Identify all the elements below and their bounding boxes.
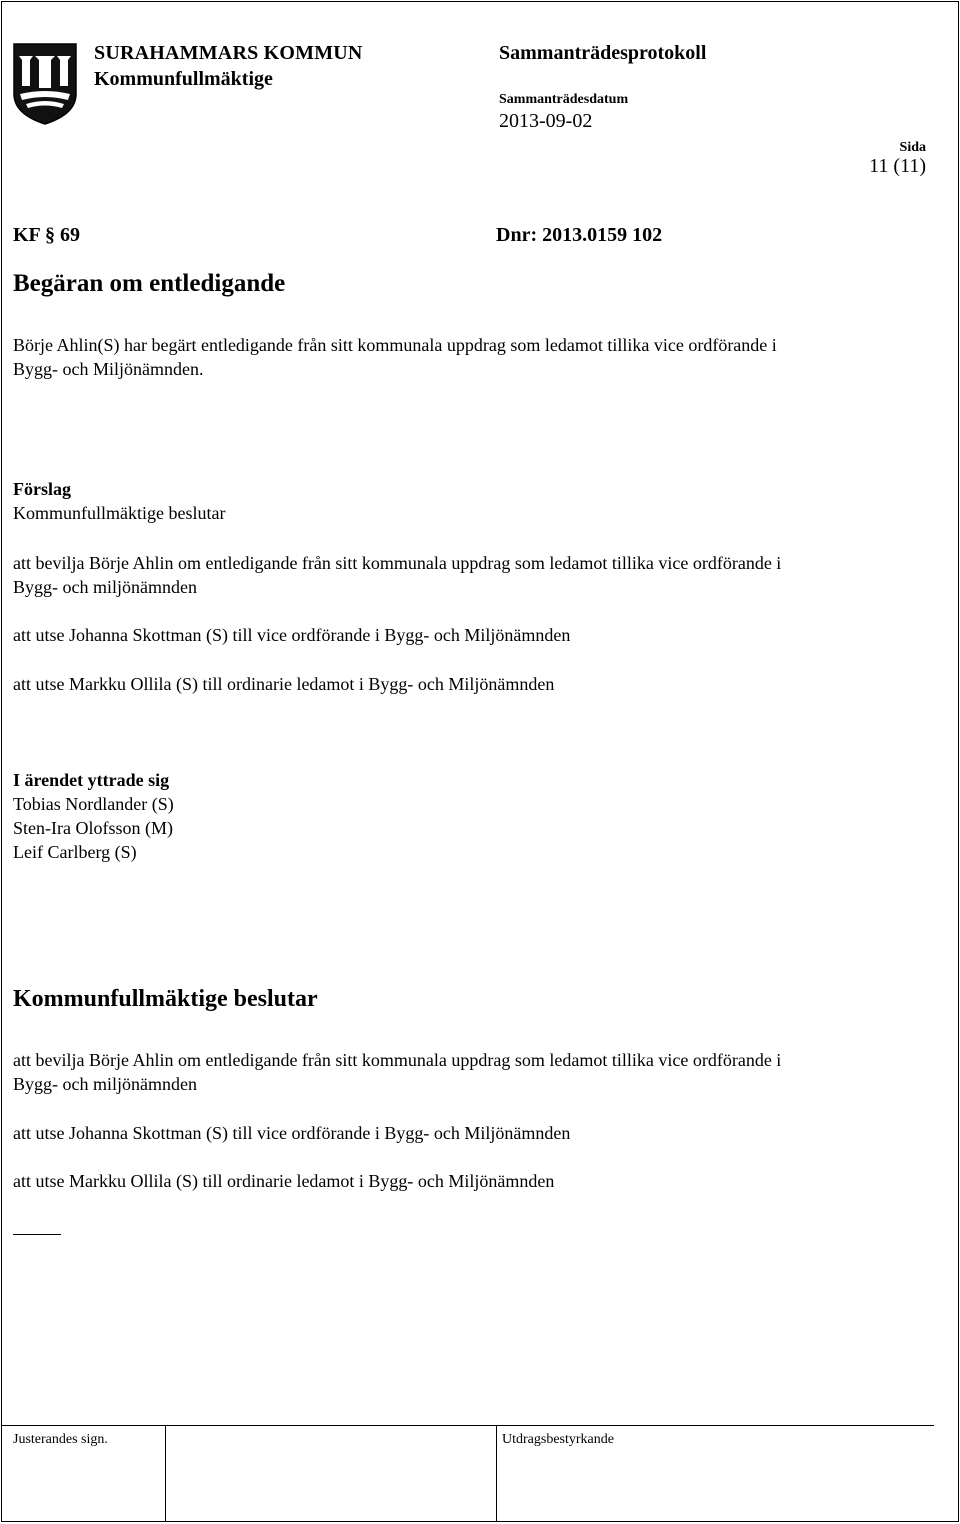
proposal-heading-block [13,477,938,525]
page-number: 11 (11) [869,155,926,177]
proposal-point-line: att bevilja Börje Ahlin om entledigande från sitt kommunala uppdrag som ledamot tillika vice ordförande i [13,553,782,573]
page-label: Sida [899,140,926,155]
extract-certification-label: Utdragsbestyrkande [502,1432,614,1447]
intro-paragraph [13,333,938,381]
speaker-name: Tobias Nordlander (S) [13,794,174,814]
decision-point-2: att utse Johanna Skottman (S) till vice ordförande i Bygg- och Miljönämnden [13,1123,571,1143]
proposal-subheading: Kommunfullmäktige beslutar [13,503,226,523]
meeting-date-label: Sammanträdesdatum [499,92,629,107]
proposal-heading: Förslag [13,479,71,499]
speaker-name: Leif Carlberg (S) [13,842,137,862]
speakers-heading: I ärendet yttrade sig [13,770,170,790]
footer-rule [2,1425,934,1426]
proposal-point-2: att utse Johanna Skottman (S) till vice ordförande i Bygg- och Miljönämnden [13,625,571,645]
proposal-point-3: att utse Markku Ollila (S) till ordinarie ledamot i Bygg- och Miljönämnden [13,674,555,694]
speaker-name: Sten-Ira Olofsson (M) [13,818,173,838]
speakers-block [13,768,938,864]
end-rule [13,1234,61,1235]
footer-divider [496,1425,497,1522]
proposal-point-1 [13,551,938,599]
protocol-page [1,1,959,1522]
intro-line: Bygg- och Miljönämnden. [13,359,204,379]
footer-divider [165,1425,166,1522]
decision-point-1 [13,1048,938,1096]
committee-name: Kommunfullmäktige [94,68,273,90]
item-subject: Begäran om entledigande [13,270,286,297]
organization-name: SURAHAMMARS KOMMUN [94,42,363,64]
decision-point-3: att utse Markku Ollila (S) till ordinarie ledamot i Bygg- och Miljönämnden [13,1171,555,1191]
municipal-crest-icon [12,42,78,126]
signature-label: Justerandes sign. [13,1432,108,1447]
document-type: Sammanträdesprotokoll [499,42,707,64]
decision-point-line: Bygg- och miljönämnden [13,1074,197,1094]
decision-heading: Kommunfullmäktige beslutar [13,986,318,1012]
decision-point-line: att bevilja Börje Ahlin om entledigande från sitt kommunala uppdrag som ledamot tillika vice ordförande i [13,1050,782,1070]
intro-line: Börje Ahlin(S) har begärt entledigande från sitt kommunala uppdrag som ledamot tillika vice ordförande i [13,335,777,355]
item-number: KF § 69 [13,224,81,246]
meeting-date: 2013-09-02 [499,110,593,132]
item-dnr: Dnr: 2013.0159 102 [496,224,663,246]
proposal-point-line: Bygg- och miljönämnden [13,577,197,597]
